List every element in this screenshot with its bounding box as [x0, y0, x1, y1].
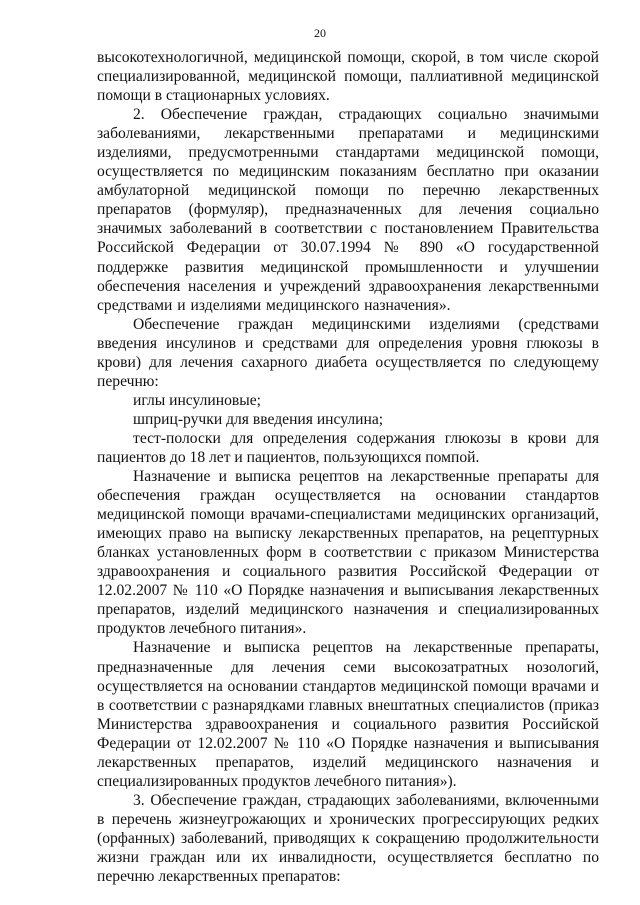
paragraph-item-2: 2. Обеспечение граждан, страдающих социально значимыми заболеваниями, лекарственными препаратами и медицинскими изделиями, предусмотренными стандартами медицинской помощи, осуществляется по медицинским показаниям бесплатно при оказании амбулаторной медицинской помощи по перечню лекарственных препаратов (формуляр), предназначенных для лечения социально значимых заболеваний в соответствии с постановлением Правительства Российской Федерации от 30.07.1994 № 890 «О государственной поддержке развития медицинской промышленности и улучшении обеспечения населения и учреждений здравоохранения лекарственными средствами и изделиями медицинского назначения».	[97, 106, 599, 314]
paragraph-item-3: 3. Обеспечение граждан, страдающих заболеваниями, включенными в перечень жизнеугрожающих и хронических прогрессирующих редких (орфанных) заболеваний, приводящих к сокращению продолжительности жизни граждан или их инвалидности, осуществляется бесплатно по перечню лекарственных препаратов:	[97, 791, 599, 886]
paragraph-prescription: Назначение и выписка рецептов на лекарственные препараты для обеспечения граждан осуществляется на основании стандартов медицинской помощи врачами-специалистами медицинских организаций, имеющих право на выписку лекарственных препаратов, на рецептурных бланках установленных форм в соответствии с приказом Министерства здравоохранения и социального развития Российской Федерации от 12.02.2007 № 110 «О Порядке назначения и выписывания лекарственных препаратов, изделий медицинского назначения и специализированных продуктов лечебного питания».	[97, 468, 599, 638]
list-item-insulin-needles: иглы инсулиновые;	[133, 391, 261, 409]
paragraph-high-cost-nosologies: Назначение и выписка рецептов на лекарственные препараты, предназначенные для лечения семи высокозатратных нозологий, осуществляется на основании стандартов медицинской помощи врачами и в соответствии с разнарядками главных внештатных специалистов (приказ Министерства здравоохранения и социального развития Российской Федерации от 12.02.2007 № 110 «О Порядке назначения и выписывания лекарственных препаратов, изделий медицинского назначения и специализированных продуктов лечебного питания»).	[97, 639, 599, 790]
paragraph-continuation: высокотехнологичной, медицинской помощи, скорой, в том числе скорой специализированной, медицинской помощи, паллиативной медицинской помощи в стационарных условиях.	[97, 49, 599, 105]
paragraph-medical-devices: Обеспечение граждан медицинскими изделиями (средствами введения инсулинов и средствами для определения уровня глюкозы в крови) для лечения сахарного диабета осуществляется по следующему перечню:	[97, 315, 599, 390]
page-number: 20	[314, 26, 326, 40]
list-item-test-strips: тест-полоски для определения содержания глюкозы в крови для пациентов до 18 лет и пациентов, пользующихся помпой.	[97, 429, 599, 466]
list-item-insulin-pens: шприц-ручки для введения инсулина;	[133, 410, 384, 428]
document-body	[97, 48, 599, 886]
